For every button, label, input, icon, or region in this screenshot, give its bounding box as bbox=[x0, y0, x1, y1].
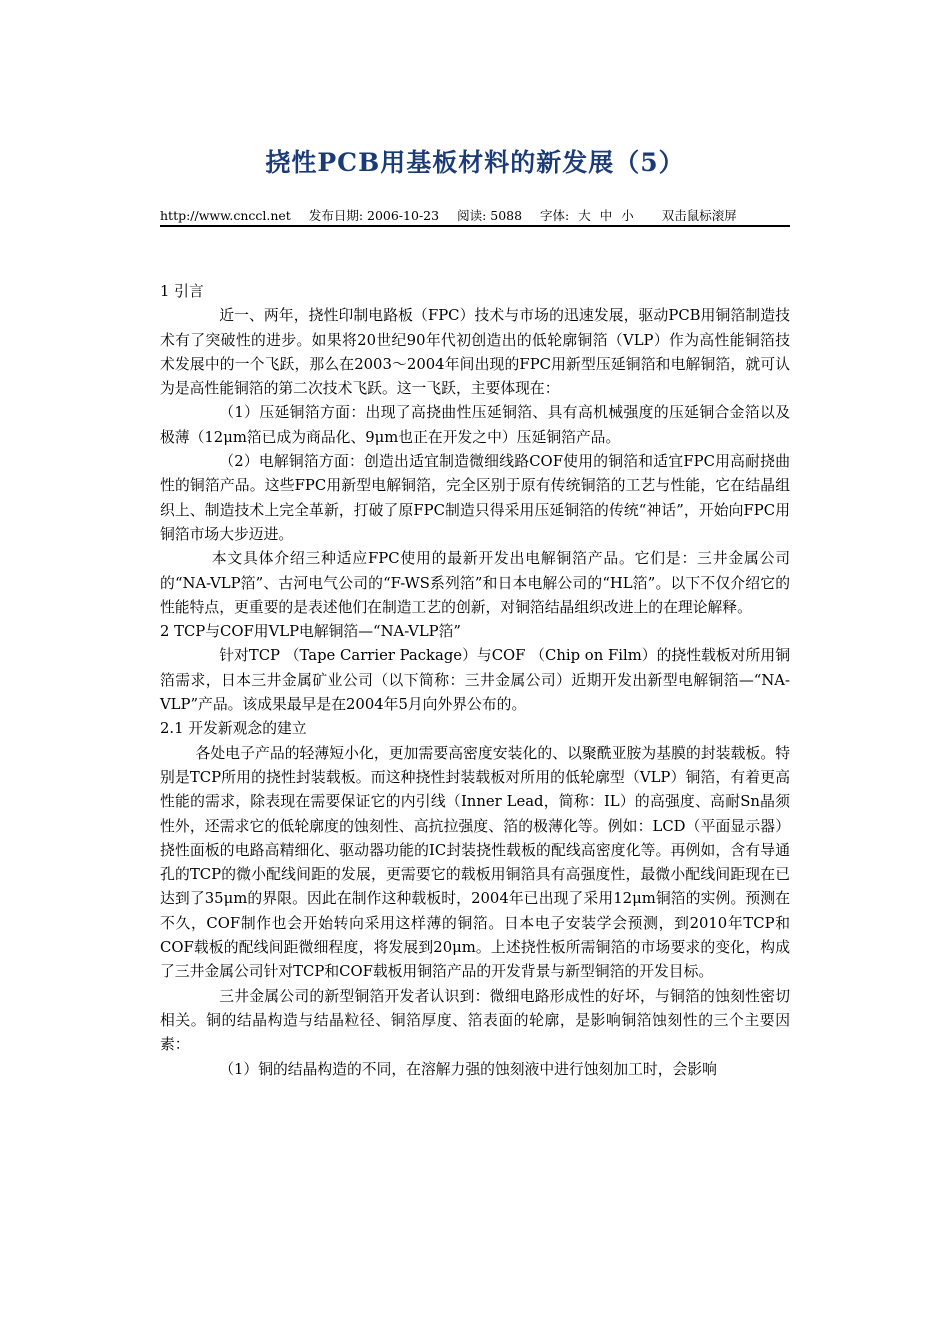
paragraph-5: 针对TCP （Tape Carrier Package）与COF （Chip on Film）的挠性载板对所用铜箔需求，日本三井金属矿业公司（以下简称：三井金属公司）近期开发出新型电解铜箔—“NA-VLP”产品。该成果最早是在2004年5月向外界公布的。 bbox=[160, 647, 790, 714]
article-title: 挠性PCB用基板材料的新发展（5） bbox=[265, 148, 685, 177]
font-large-button[interactable]: 大 bbox=[578, 208, 591, 223]
header-divider bbox=[160, 225, 790, 227]
paragraph-7: 三井金属公司的新型铜箔开发者认识到：微细电路形成性的好坏，与铜箔的蚀刻性密切相关。铜的结晶构造与结晶粒径、铜箔厚度、箔表面的轮廓，是影响铜箔蚀刻性的三个主要因素： bbox=[160, 987, 790, 1054]
read-count: 阅读: 5088 bbox=[457, 208, 523, 223]
section-heading-intro: 1 引言 bbox=[160, 283, 204, 300]
section-heading-2-1: 2.1 开发新观念的建立 bbox=[160, 720, 307, 738]
font-small-button[interactable]: 小 bbox=[621, 208, 634, 223]
paragraph-3: （2）电解铜箔方面：创造出适宜制造微细线路COF使用的铜箔和适宜FPC用高耐挠曲性的铜箔产品。这些FPC用新型电解铜箔，完全区别于原有传统铜箔的工艺与性能，它在结晶组织上、制造技术上完全革新，打破了原FPC制造只得采用压延铜箔的传统“神话”，开始向FPC用铜箔市场大步迈进。 bbox=[160, 453, 790, 543]
font-medium-button[interactable]: 中 bbox=[599, 208, 613, 223]
paragraph-1: 近一、两年，挠性印制电路板（FPC）技术与市场的迅速发展，驱动PCB用铜箔制造技术有了突破性的进步。如果将20世纪90年代初创造出的低轮廓铜箔（VLP）作为高性能铜箔技术发展中的一个飞跃，那么在2003～2004年间出现的FPC用新型压延铜箔和电解铜箔，就可认为是高性能铜箔的第二次技术飞跃。这一飞跃，主要体现在： bbox=[160, 307, 790, 398]
font-size-control bbox=[540, 208, 638, 223]
paragraph-6: 各处电子产品的轻薄短小化，更加需要高密度安装化的、以聚酰亚胺为基膜的封装载板。特别是TCP所用的挠性封装载板。而这种挠性封装载板对所用的低轮廓型（VLP）铜箔，有着更高性能的需求，除表现在需要保证它的内引线（Inner Lead，简称：IL）的高强度、高耐Sn晶须性外，还需求它的低轮廓度的蚀刻性、高抗拉强度、箔的极薄化等。例如：LCD（平面显示器）挠性面板的电路高精细化、驱动器功能的IC封装挠性载板的配线高密度化等。再例如，含有导通孔的TCP的微小配线间距的发展，更需要它的载板用铜箔具有高强度性，最微小配线间距现在已达到了35μm的界限。因此在制作这种载板时，2004年已出现了采用12μm铜箔的实例。预测在不久，COF制作也会开始转向采用这样薄的铜箔。日本电子安装学会预测，到2010年TCP和COF载板的配线间距微细程度，将发展到20μm。上述挠性板所需铜箔的市场要求的变化，构成了三井金属公司针对TCP和COF载板用铜箔产品的开发背景与新型铜箔的开发目标。 bbox=[160, 744, 790, 981]
publish-date: 发布日期: 2006-10-23 bbox=[308, 208, 440, 223]
source-url[interactable]: http://www.cnccl.net bbox=[160, 208, 291, 223]
paragraph-4: 本文具体介绍三种适应FPC使用的最新开发出电解铜箔产品。它们是：三井金属公司的“NA-VLP箔”、古河电气公司的“F-WS系列箔”和日本电解公司的“HL箔”。以下不仅介绍它的性能特点，更重要的是表述他们在制造工艺的创新，对铜箔结晶组织改进上的在理论解释。 bbox=[160, 550, 790, 616]
double-click-scroll[interactable]: 双击鼠标滚屏 bbox=[661, 208, 737, 223]
paragraph-2: （1）压延铜箔方面：出现了高挠曲性压延铜箔、具有高机械强度的压延铜合金箔以及极薄（12μm箔已成为商品化、9μm也正在开发之中）压延铜箔产品。 bbox=[160, 404, 790, 446]
article-meta bbox=[160, 207, 790, 225]
font-size-label: 字体: bbox=[540, 208, 570, 223]
paragraph-8: （1）铜的结晶构造的不同，在溶解力强的蚀刻液中进行蚀刻加工时，会影响 bbox=[219, 1060, 717, 1078]
section-heading-2: 2 TCP与COF用VLP电解铜箔—“NA-VLP箔” bbox=[160, 623, 461, 641]
article-body bbox=[160, 280, 790, 1082]
